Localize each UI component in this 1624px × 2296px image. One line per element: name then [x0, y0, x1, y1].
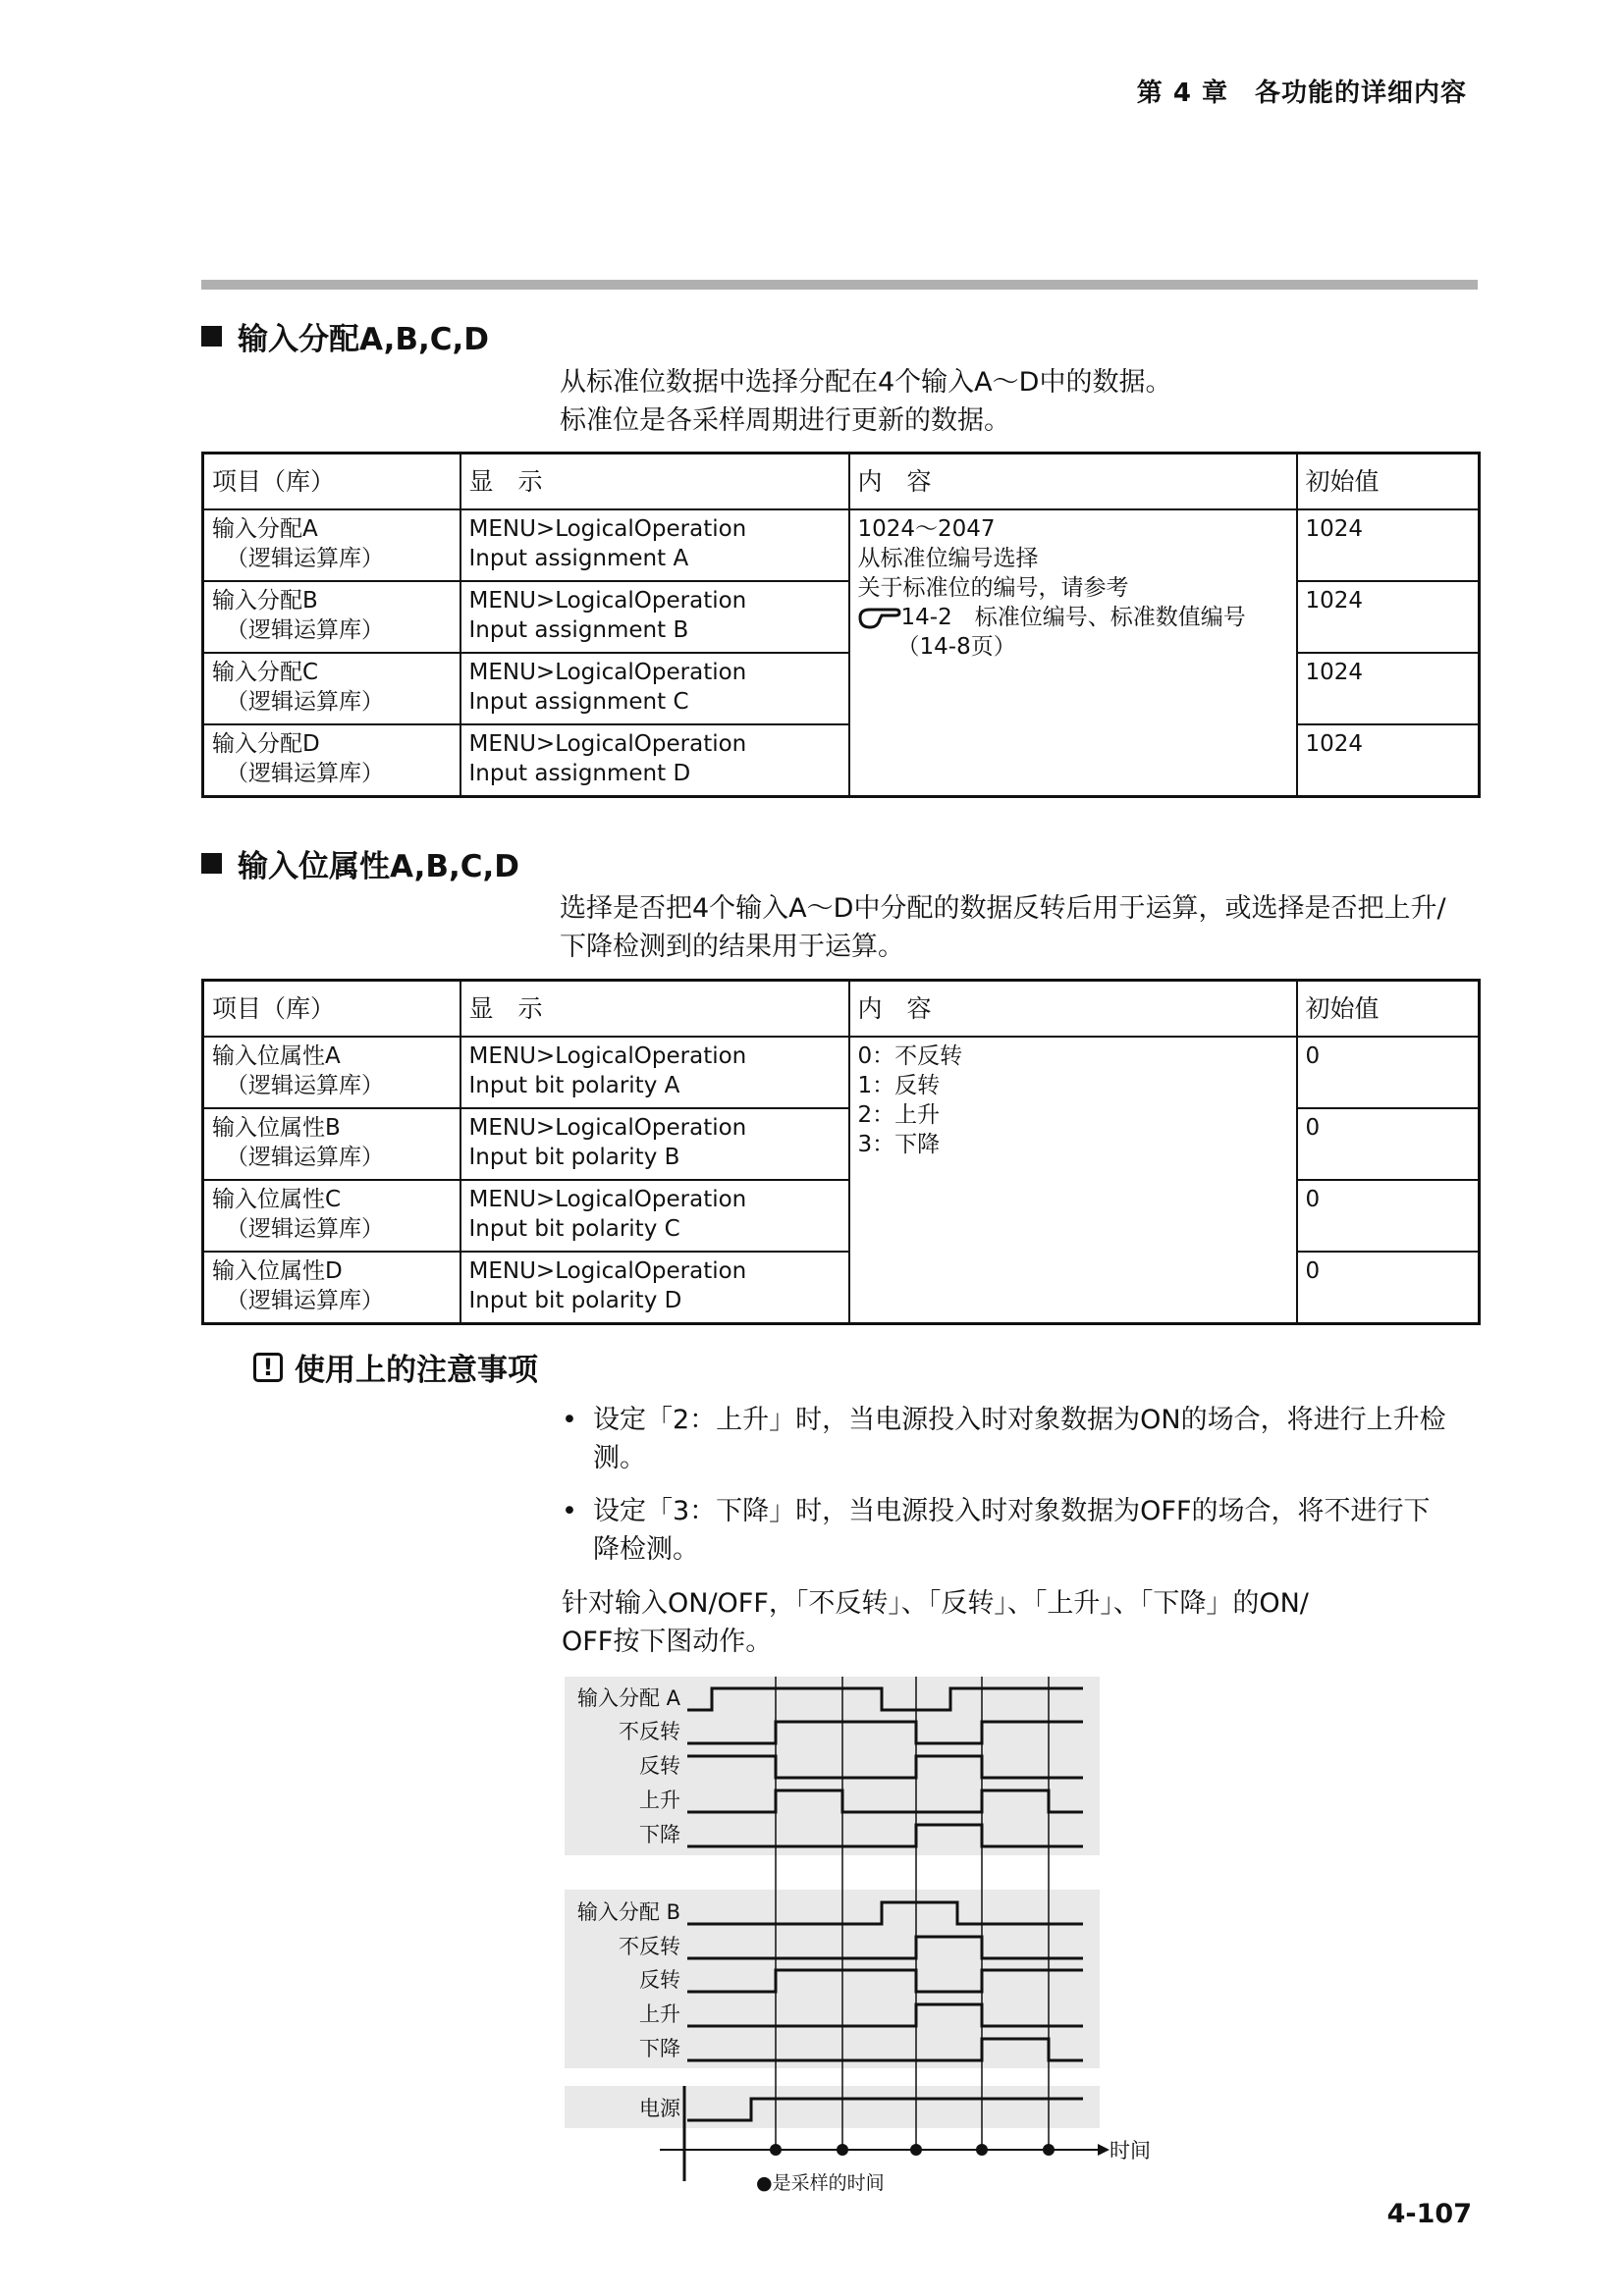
- sample-point: [770, 2144, 782, 2156]
- signal-label: 不反转: [619, 1720, 680, 1743]
- sample-point: [837, 2144, 848, 2156]
- section1-intro: [560, 363, 1171, 440]
- intro-line: 选择是否把4个输入A～D中分配的数据反转后用于运算，或选择是否把上升/: [560, 893, 1446, 924]
- bullet-line: 设定「3：下降」时，当电源投入时对象数据为OFF的场合，将不进行下: [593, 1496, 1431, 1526]
- sample-point: [976, 2144, 988, 2156]
- content-line: 1024～2047: [857, 516, 996, 542]
- content-cell: [849, 509, 1297, 797]
- item-name: 输入位属性A: [212, 1043, 341, 1069]
- para-line: OFF按下图动作。: [562, 1627, 773, 1657]
- signal-label: 反转: [639, 1754, 680, 1778]
- reference-text: 14-2 标准位编号、标准数值编号: [900, 605, 1246, 630]
- initial-value: 0: [1297, 1180, 1480, 1252]
- display-name: Input bit polarity D: [468, 1288, 682, 1313]
- signal-label: 上升: [639, 1789, 680, 1812]
- initial-value: 1024: [1297, 509, 1480, 581]
- section-title-input-bit-polarity: [201, 841, 519, 885]
- initial-value: 1024: [1297, 653, 1480, 724]
- bullet-line: 设定「2：上升」时，当电源投入时对象数据为ON的场合，将进行上升检: [593, 1405, 1446, 1435]
- item-name: 输入位属性D: [212, 1258, 343, 1284]
- table-row: [203, 509, 1480, 581]
- sampling-legend: ●是采样的时间: [756, 2172, 885, 2194]
- display-name: Input assignment C: [468, 689, 689, 715]
- signal-label: 反转: [639, 1968, 680, 1992]
- item-bank: （逻辑运算库）: [226, 546, 384, 571]
- bullet-line: 测。: [593, 1443, 646, 1473]
- item-name: 输入分配B: [212, 588, 318, 614]
- item-bank: （逻辑运算库）: [226, 689, 384, 715]
- column-header: 初始值: [1297, 454, 1480, 510]
- item-name: 输入分配D: [212, 731, 320, 757]
- content-line: 3：下降: [857, 1132, 941, 1157]
- section-title-text: 输入位属性A,B,C,D: [238, 849, 520, 884]
- signal-label: 输入分配 B: [576, 1900, 680, 1924]
- column-header: 初始值: [1297, 981, 1480, 1038]
- display-name: Input bit polarity A: [468, 1073, 680, 1098]
- sample-point: [910, 2144, 922, 2156]
- intro-line: 从标准位数据中选择分配在4个输入A～D中的数据。: [560, 367, 1172, 398]
- item-bank: （逻辑运算库）: [226, 1073, 384, 1098]
- initial-value: 0: [1297, 1108, 1480, 1180]
- para-line: 针对输入ON/OFF，「不反转」、「反转」、「上升」、「下降」的ON/: [562, 1588, 1309, 1619]
- item-bank: （逻辑运算库）: [226, 1288, 384, 1313]
- section-title-text: 输入分配A,B,C,D: [238, 322, 490, 357]
- content-line: （14-8页）: [896, 634, 1016, 660]
- bullet-dot-icon: •: [562, 1496, 577, 1526]
- display-name: Input bit polarity B: [468, 1145, 680, 1170]
- square-bullet-icon: [201, 326, 222, 347]
- initial-value: 0: [1297, 1037, 1480, 1108]
- column-header: 内 容: [849, 454, 1297, 510]
- menu-path: MENU>LogicalOperation: [468, 1115, 747, 1141]
- sample-point: [1043, 2144, 1055, 2156]
- item-bank: （逻辑运算库）: [226, 617, 384, 643]
- bullet-dot-icon: •: [562, 1405, 577, 1435]
- column-header: 显 示: [460, 454, 849, 510]
- menu-path: MENU>LogicalOperation: [468, 1187, 747, 1212]
- pointing-hand-icon: [858, 604, 901, 631]
- column-header: 内 容: [849, 981, 1297, 1038]
- content-line: 0：不反转: [857, 1043, 963, 1069]
- axis-label: 时间: [1110, 2139, 1151, 2163]
- note-bullet: [562, 1401, 1485, 1477]
- table-header-row: [203, 454, 1480, 510]
- section2-intro: [560, 889, 1446, 966]
- menu-path: MENU>LogicalOperation: [468, 516, 747, 542]
- table-row: [203, 1037, 1480, 1108]
- chapter-header: 第 4 章 各功能的详细内容: [1136, 79, 1467, 108]
- initial-value: 0: [1297, 1252, 1480, 1324]
- item-name: 输入位属性C: [212, 1187, 342, 1212]
- content-line: 关于标准位的编号，请参考: [857, 575, 1129, 601]
- intro-line: 下降检测到的结果用于运算。: [560, 932, 904, 962]
- arrow-head-icon: [1098, 2144, 1110, 2156]
- intro-line: 标准位是各采样周期进行更新的数据。: [560, 405, 1010, 436]
- section-divider: [201, 280, 1478, 290]
- note-bullet: [562, 1492, 1485, 1569]
- display-name: Input assignment B: [468, 617, 689, 643]
- bullet-line: 降检测。: [593, 1534, 699, 1565]
- menu-path: MENU>LogicalOperation: [468, 588, 747, 614]
- initial-value: 1024: [1297, 724, 1480, 797]
- notes-heading: [253, 1345, 538, 1389]
- display-name: Input assignment A: [468, 546, 689, 571]
- page-number: 4-107: [1386, 2199, 1472, 2229]
- item-name: 输入分配A: [212, 516, 318, 542]
- item-name: 输入分配C: [212, 660, 319, 685]
- item-bank: （逻辑运算库）: [226, 1216, 384, 1242]
- content-cell: [849, 1037, 1297, 1324]
- menu-path: MENU>LogicalOperation: [468, 660, 747, 685]
- table-header-row: [203, 981, 1480, 1038]
- content-line: 2：上升: [857, 1102, 941, 1128]
- notes-paragraph: [562, 1584, 1309, 1661]
- reference-link[interactable]: [858, 603, 1288, 632]
- content-line: 从标准位编号选择: [857, 546, 1039, 571]
- signal-label: 输入分配 A: [576, 1686, 680, 1710]
- content-line: 1：反转: [857, 1073, 941, 1098]
- exclamation-icon: !: [253, 1353, 283, 1382]
- display-name: Input bit polarity C: [468, 1216, 680, 1242]
- initial-value: 1024: [1297, 581, 1480, 653]
- item-bank: （逻辑运算库）: [226, 761, 384, 786]
- column-header: 显 示: [460, 981, 849, 1038]
- menu-path: MENU>LogicalOperation: [468, 731, 747, 757]
- signal-label: 电源: [639, 2097, 680, 2120]
- section-title-input-assignment: [201, 314, 489, 358]
- menu-path: MENU>LogicalOperation: [468, 1258, 747, 1284]
- item-bank: （逻辑运算库）: [226, 1145, 384, 1170]
- signal-label: 上升: [639, 2002, 680, 2026]
- timing-diagram: [550, 1669, 1151, 2218]
- polarity-table: [201, 979, 1481, 1325]
- signal-label: 下降: [639, 1823, 680, 1846]
- menu-path: MENU>LogicalOperation: [468, 1043, 747, 1069]
- display-name: Input assignment D: [468, 761, 691, 786]
- notes-title: 使用上的注意事项: [295, 1353, 538, 1388]
- column-header: 项目（库）: [203, 454, 460, 510]
- signal-label: 不反转: [619, 1935, 680, 1958]
- item-name: 输入位属性B: [212, 1115, 341, 1141]
- signal-label: 下降: [639, 2037, 680, 2060]
- column-header: 项目（库）: [203, 981, 460, 1038]
- assignment-table: [201, 452, 1481, 798]
- square-bullet-icon: [201, 853, 222, 874]
